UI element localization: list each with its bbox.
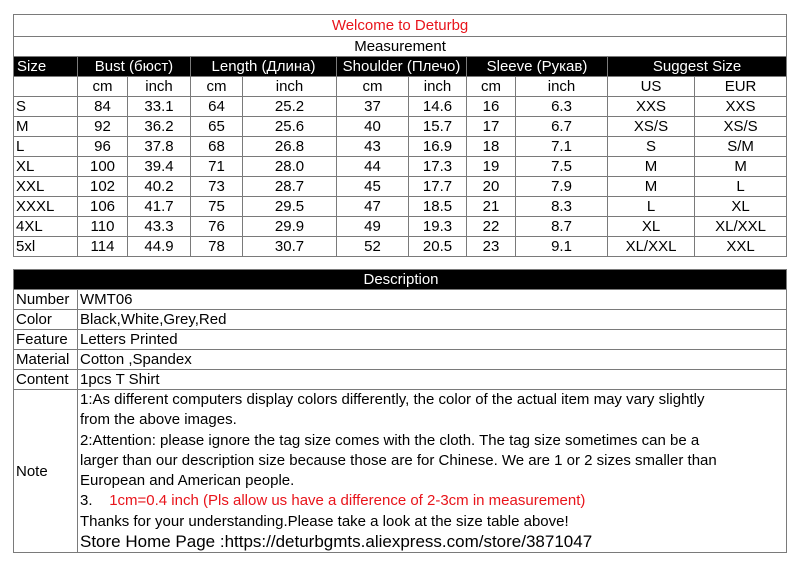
note-line: Thanks for your understanding.Please take a look at the size table above! — [80, 512, 569, 530]
table-cell: 28.0 — [243, 157, 337, 177]
size-label: XXXL — [14, 197, 78, 217]
table-row — [14, 177, 787, 197]
table-cell: XS/S — [608, 117, 695, 137]
table-cell: 17 — [467, 117, 516, 137]
table-cell: 84 — [78, 97, 128, 117]
unit-cell: cm — [467, 77, 516, 97]
table-cell: 43.3 — [128, 217, 191, 237]
table-cell: 14.6 — [409, 97, 467, 117]
table-cell: 16.9 — [409, 137, 467, 157]
table-cell: 7.1 — [516, 137, 608, 157]
unit-cell: EUR — [695, 77, 787, 97]
table-cell: L — [695, 177, 787, 197]
table-cell: L — [608, 197, 695, 217]
note-line: from the above images. — [80, 411, 237, 429]
measurement-table — [13, 14, 787, 257]
description-value: Cotton ,Spandex — [78, 350, 787, 370]
table-cell: 15.7 — [409, 117, 467, 137]
description-table — [13, 269, 787, 553]
table-cell: 6.7 — [516, 117, 608, 137]
table-cell: 36.2 — [128, 117, 191, 137]
table-cell: 17.7 — [409, 177, 467, 197]
table-cell: XXL — [695, 237, 787, 257]
table-cell: 65 — [191, 117, 243, 137]
table-cell: 110 — [78, 217, 128, 237]
size-chart-sheet — [13, 14, 786, 553]
unit-cell: cm — [78, 77, 128, 97]
unit-row — [14, 77, 787, 97]
unit-cell: cm — [337, 77, 409, 97]
size-rows — [14, 97, 787, 257]
description-key: Content — [14, 370, 78, 390]
table-cell: 106 — [78, 197, 128, 217]
measurement-title: Measurement — [14, 37, 787, 57]
table-cell: 7.5 — [516, 157, 608, 177]
table-cell: 44.9 — [128, 237, 191, 257]
table-cell: 64 — [191, 97, 243, 117]
size-label: S — [14, 97, 78, 117]
table-cell: 25.6 — [243, 117, 337, 137]
table-cell: 6.3 — [516, 97, 608, 117]
table-cell: 92 — [78, 117, 128, 137]
header-length: Length (Длина) — [191, 57, 337, 77]
header-bust: Bust (бюст) — [78, 57, 191, 77]
table-cell: 29.5 — [243, 197, 337, 217]
description-row — [14, 350, 787, 370]
table-cell: 30.7 — [243, 237, 337, 257]
table-cell: 47 — [337, 197, 409, 217]
table-cell: 8.7 — [516, 217, 608, 237]
table-cell: M — [608, 157, 695, 177]
description-value: 1pcs T Shirt — [78, 370, 787, 390]
header-sleeve: Sleeve (Рукав) — [467, 57, 608, 77]
table-cell: 40.2 — [128, 177, 191, 197]
table-cell: 76 — [191, 217, 243, 237]
table-cell: 102 — [78, 177, 128, 197]
table-row — [14, 197, 787, 217]
table-cell: 45 — [337, 177, 409, 197]
description-key: Material — [14, 350, 78, 370]
unit-cell: US — [608, 77, 695, 97]
note-line-3 — [80, 491, 786, 511]
table-cell: XL — [695, 197, 787, 217]
description-key: Feature — [14, 330, 78, 350]
unit-cell: inch — [128, 77, 191, 97]
description-value: WMT06 — [78, 290, 787, 310]
size-label: 5xl — [14, 237, 78, 257]
table-cell: XS/S — [695, 117, 787, 137]
table-cell: 19.3 — [409, 217, 467, 237]
note-line: European and American people. — [80, 472, 295, 490]
table-cell: 20 — [467, 177, 516, 197]
table-row — [14, 157, 787, 177]
table-cell: XL/XXL — [695, 217, 787, 237]
note-label: Note — [14, 390, 78, 553]
size-label: L — [14, 137, 78, 157]
table-cell: 44 — [337, 157, 409, 177]
table-row — [14, 117, 787, 137]
header-shoulder: Shoulder (Плечо) — [337, 57, 467, 77]
size-label: M — [14, 117, 78, 137]
description-row — [14, 310, 787, 330]
table-cell: 73 — [191, 177, 243, 197]
table-cell: 21 — [467, 197, 516, 217]
table-cell: 33.1 — [128, 97, 191, 117]
table-cell: 96 — [78, 137, 128, 157]
table-cell: 25.2 — [243, 97, 337, 117]
table-cell: 8.3 — [516, 197, 608, 217]
table-cell: 39.4 — [128, 157, 191, 177]
table-cell: 28.7 — [243, 177, 337, 197]
welcome-banner: Welcome to Deturbg — [14, 15, 787, 37]
table-cell: XXS — [695, 97, 787, 117]
size-label: 4XL — [14, 217, 78, 237]
size-label: XXL — [14, 177, 78, 197]
description-row — [14, 290, 787, 310]
table-cell: 52 — [337, 237, 409, 257]
table-row — [14, 237, 787, 257]
table-cell: 26.8 — [243, 137, 337, 157]
table-cell: 49 — [337, 217, 409, 237]
note-line: 1:As different computers display colors differently, the color of the actual item may vary slightly — [80, 391, 705, 408]
unit-cell: cm — [191, 77, 243, 97]
table-cell: 71 — [191, 157, 243, 177]
description-row — [14, 330, 787, 350]
table-cell: 18.5 — [409, 197, 467, 217]
description-key: Color — [14, 310, 78, 330]
table-cell: 68 — [191, 137, 243, 157]
table-cell: 75 — [191, 197, 243, 217]
table-cell: 114 — [78, 237, 128, 257]
note-line-3-number: 3. — [80, 492, 93, 510]
store-home-page-link[interactable]: Store Home Page :https://deturbgmts.aliexpress.com/store/3871047 — [80, 532, 593, 552]
table-cell: 37.8 — [128, 137, 191, 157]
note-row — [14, 390, 787, 553]
table-cell: 41.7 — [128, 197, 191, 217]
unit-cell — [14, 77, 78, 97]
note-line: larger than our description size because those are for Chinese. We are 1 or 2 sizes smaller than — [80, 451, 717, 469]
table-cell: S/M — [695, 137, 787, 157]
header-suggest-size: Suggest Size — [608, 57, 787, 77]
table-cell: XL — [608, 217, 695, 237]
table-cell: 29.9 — [243, 217, 337, 237]
table-cell: 78 — [191, 237, 243, 257]
note-line: 2:Attention: please ignore the tag size comes with the cloth. The tag size sometimes can be a — [80, 431, 700, 449]
table-cell: 22 — [467, 217, 516, 237]
unit-cell: inch — [409, 77, 467, 97]
description-key: Number — [14, 290, 78, 310]
table-cell: XL/XXL — [608, 237, 695, 257]
header-size: Size — [14, 57, 78, 77]
description-value: Letters Printed — [78, 330, 787, 350]
description-value: Black,White,Grey,Red — [78, 310, 787, 330]
table-row — [14, 217, 787, 237]
size-label: XL — [14, 157, 78, 177]
table-cell: 7.9 — [516, 177, 608, 197]
header-row — [14, 57, 787, 77]
conversion-note: 1cm=0.4 inch (Pls allow us have a difference of 2-3cm in measurement) — [109, 492, 586, 510]
table-cell: XXS — [608, 97, 695, 117]
description-rows — [14, 290, 787, 390]
table-cell: 16 — [467, 97, 516, 117]
table-cell: 37 — [337, 97, 409, 117]
table-cell: 23 — [467, 237, 516, 257]
table-cell: 18 — [467, 137, 516, 157]
description-row — [14, 370, 787, 390]
table-cell: 19 — [467, 157, 516, 177]
table-cell: 17.3 — [409, 157, 467, 177]
table-cell: S — [608, 137, 695, 157]
table-cell: 40 — [337, 117, 409, 137]
unit-cell: inch — [243, 77, 337, 97]
table-cell: M — [695, 157, 787, 177]
description-title: Description — [14, 270, 787, 290]
table-cell: 100 — [78, 157, 128, 177]
table-cell: 43 — [337, 137, 409, 157]
table-cell: 9.1 — [516, 237, 608, 257]
table-cell: M — [608, 177, 695, 197]
table-row — [14, 97, 787, 117]
table-cell: 20.5 — [409, 237, 467, 257]
table-row — [14, 137, 787, 157]
note-text — [78, 390, 787, 553]
unit-cell: inch — [516, 77, 608, 97]
